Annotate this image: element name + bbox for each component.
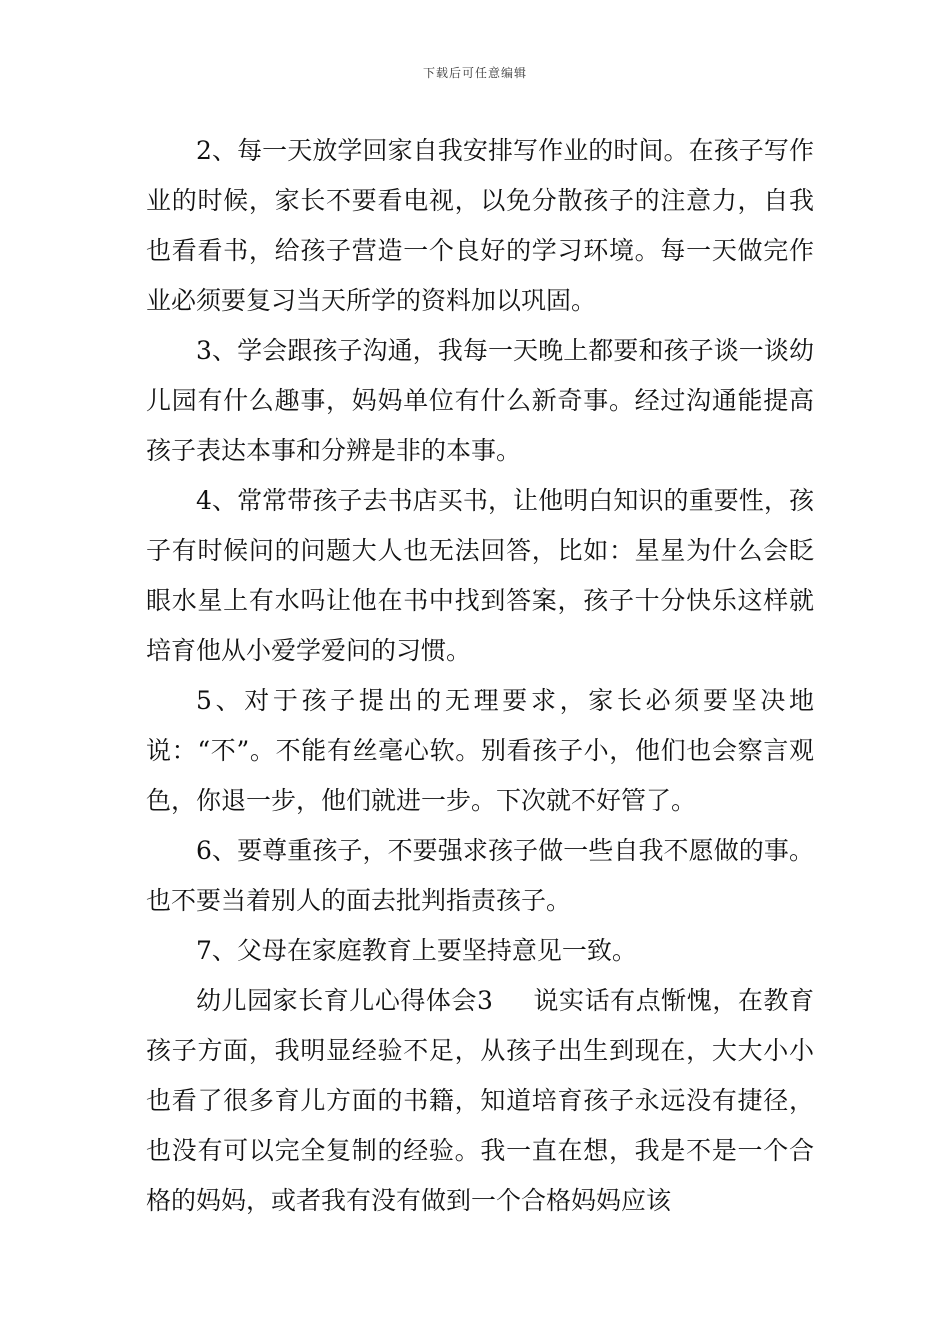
paragraph-7: 7、父母在家庭教育上要坚持意见一致。	[196, 936, 637, 965]
section-title: 幼儿园家长育儿心得体会3	[196, 986, 493, 1015]
paragraph-4: 4、常常带孩子去书店买书，让他明白知识的重要性，孩子有时候问的问题大人也无法回答，比如：星星为什么会眨眼水星上有水吗让他在书中找到答案，孩子十分快乐这样就培育他从小爱学爱问的习惯。	[146, 486, 814, 665]
paragraph-6: 6、要尊重孩子，不要强求孩子做一些自我不愿做的事。也不要当着别人的面去批判指责孩子。	[146, 836, 814, 915]
paragraph-5: 5、对于孩子提出的无理要求，家长必须要坚决地说：“不”。不能有丝毫心软。别看孩子小，他们也会察言观色，你退一步，他们就进一步。下次就不好管了。	[146, 686, 814, 815]
page-header: 下载后可任意编辑	[422, 66, 527, 80]
paragraph-3: 3、学会跟孩子沟通，我每一天晚上都要和孩子谈一谈幼儿园有什么趣事，妈妈单位有什么新奇事。经过沟通能提高孩子表达本事和分辨是非的本事。	[146, 336, 814, 465]
section-paragraph	[146, 976, 814, 1226]
section-body: 说实话有点惭愧，在教育孩子方面，我明显经验不足，从孩子出生到现在，大大小小也看了很多育儿方面的书籍，知道培育孩子永远没有捷径，也没有可以完全复制的经验。我一直在想，我是不是一个合格的妈妈，或者我有没有做到一个合格妈妈应该	[146, 986, 814, 1215]
document-body	[146, 126, 814, 1226]
paragraph-2: 2、每一天放学回家自我安排写作业的时间。在孩子写作业的时候，家长不要看电视，以免分散孩子的注意力，自我也看看书，给孩子营造一个良好的学习环境。每一天做完作业必须要复习当天所学的资料加以巩固。	[146, 136, 814, 315]
